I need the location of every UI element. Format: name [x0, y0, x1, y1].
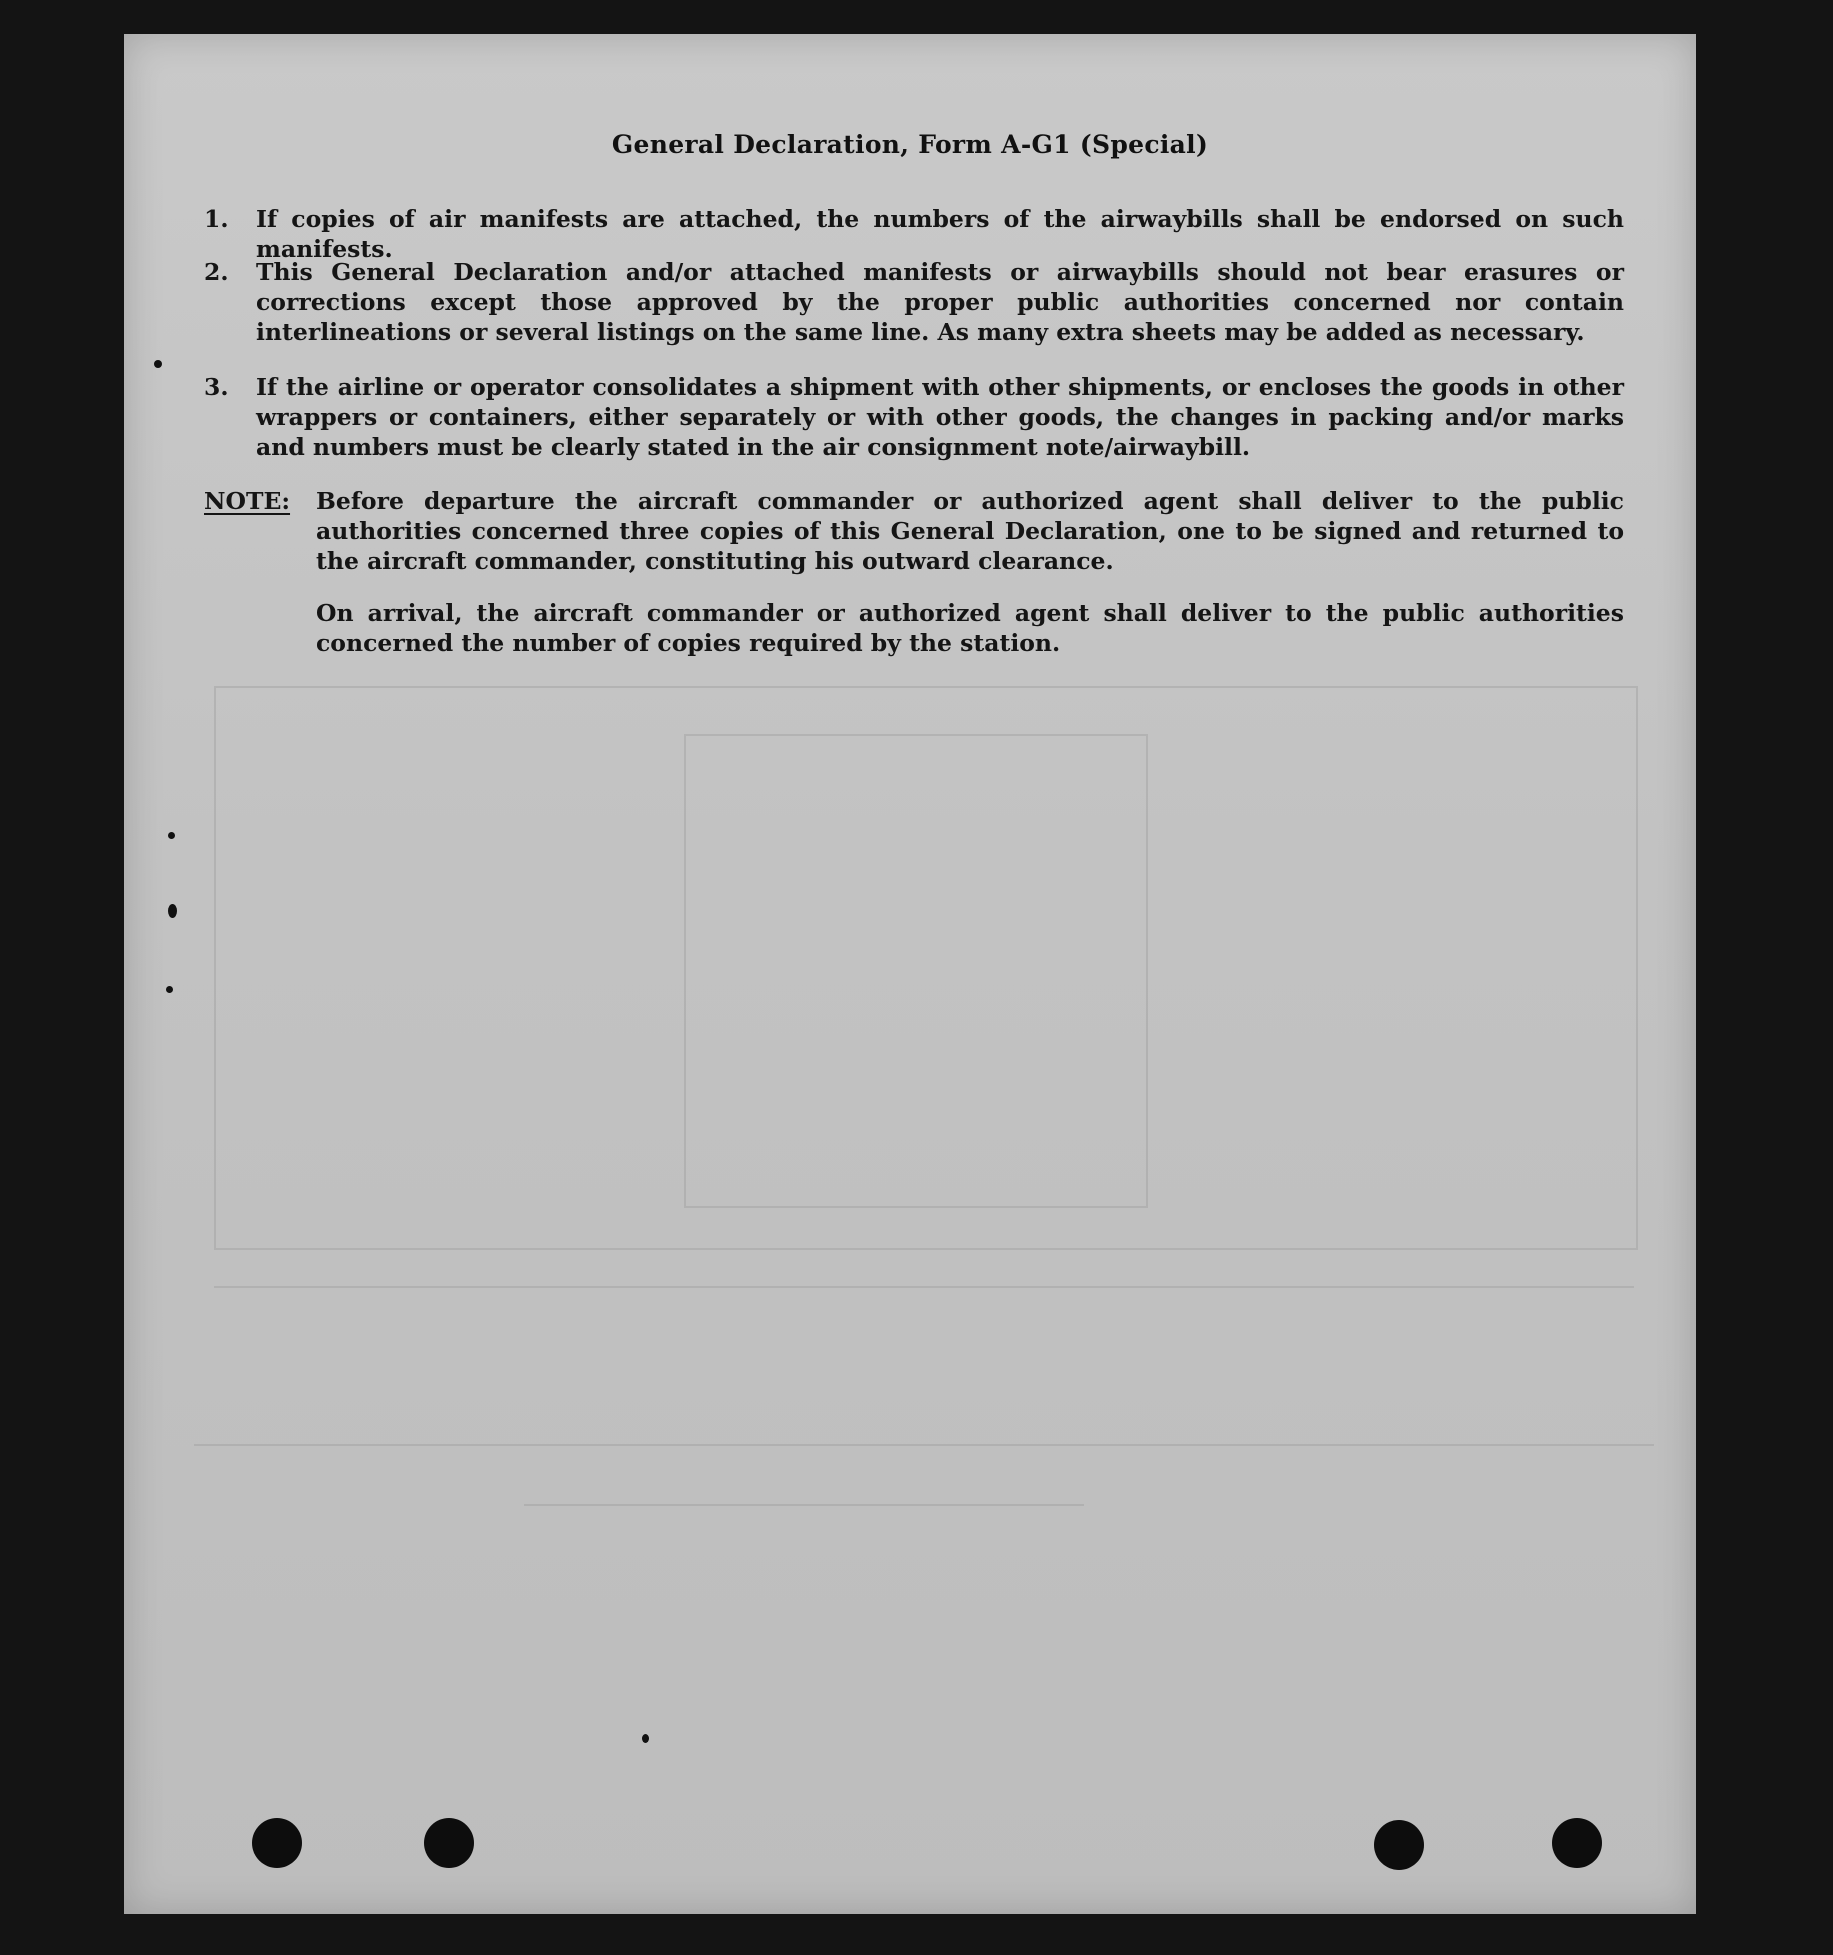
note-label: NOTE: [204, 487, 291, 515]
punch-hole [424, 1818, 474, 1868]
bleed-through-column [684, 734, 1148, 1208]
list-item-1 [204, 204, 1624, 264]
bleed-through-divider [214, 1286, 1634, 1288]
ink-speck [166, 986, 173, 993]
note-paragraph-1: Before departure the aircraft commander or authorized agent shall deliver to the public authorities concerned three copies of this General Declaration, one to be signed and returned to the aircraft commander, constituting his outward clearance. [316, 487, 1624, 575]
list-item-number: 2. [204, 258, 229, 286]
list-item-number: 1. [204, 205, 229, 233]
punch-hole [1374, 1820, 1424, 1870]
list-item-text: If copies of air manifests are attached, the numbers of the airwaybills shall be endorsed on such manifests. [256, 205, 1624, 263]
list-item-text: If the airline or operator consolidates a shipment with other shipments, or encloses the goods in other wrappers or containers, either separately or with other goods, the changes in packing and/or marks and numbers must be clearly stated in the air consignment note/airwaybill. [256, 373, 1624, 461]
ink-speck [168, 904, 177, 918]
ink-speck [168, 832, 175, 839]
page-title: General Declaration, Form A-G1 (Special) [611, 130, 1209, 159]
list-item-2 [204, 257, 1624, 347]
list-item-3 [204, 372, 1624, 462]
document-page [124, 34, 1696, 1914]
note-block [204, 486, 1624, 658]
list-item-text: This General Declaration and/or attached manifests or airwaybills should not bear erasures or corrections except those approved by the proper public authorities concerned nor contain interlineations or several listings on the same line. As many extra sheets may be added as necessary. [256, 258, 1624, 346]
bleed-through-divider [524, 1504, 1084, 1506]
bleed-through-divider [194, 1444, 1654, 1446]
list-item-number: 3. [204, 373, 229, 401]
ink-speck [642, 1734, 649, 1743]
note-paragraph-2: On arrival, the aircraft commander or authorized agent shall deliver to the public authorities concerned the number of copies required by the station. [316, 599, 1624, 657]
punch-hole [1552, 1818, 1602, 1868]
punch-hole [252, 1818, 302, 1868]
ink-speck [154, 360, 162, 368]
